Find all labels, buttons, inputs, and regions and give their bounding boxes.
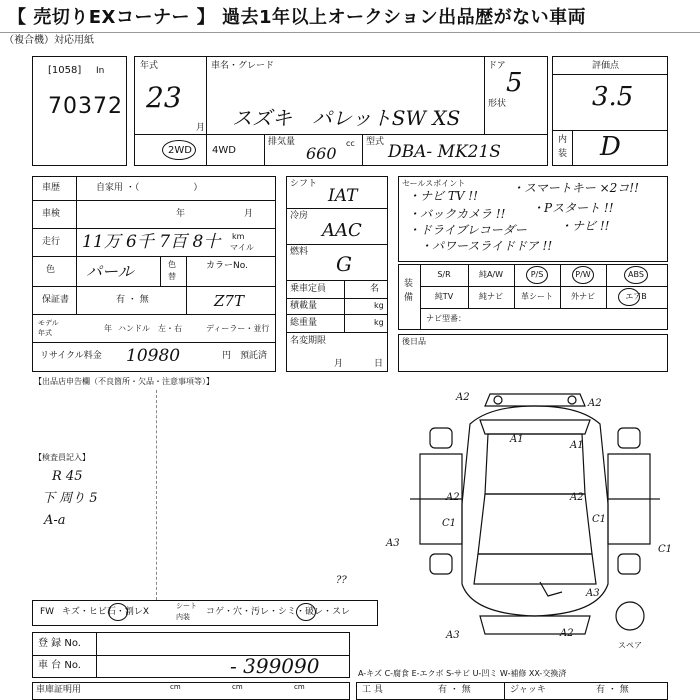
shift-value: IAT bbox=[328, 186, 358, 206]
lot-bracket: [1058] bbox=[48, 65, 82, 76]
chassis-label: 車 台 No. bbox=[38, 660, 81, 671]
aircon-label: 冷房 bbox=[290, 211, 309, 221]
drive-2wd: 2WD bbox=[168, 145, 192, 156]
pw-circle bbox=[572, 266, 594, 284]
equipment-label-1: 装 bbox=[404, 279, 414, 289]
model-label: 型式 bbox=[366, 137, 385, 147]
model-value: DBA- MK21S bbox=[388, 142, 501, 162]
color-change-label-1: 色 bbox=[168, 260, 176, 269]
inspection-month: 月 bbox=[244, 209, 254, 219]
damage-mark: A2 bbox=[446, 492, 460, 503]
certificate-cm-3: cm bbox=[294, 683, 305, 691]
equip-navi: 純ナビ bbox=[479, 292, 503, 301]
recycle-deposit: 預託済 bbox=[240, 351, 268, 361]
lot-number: 70372 bbox=[48, 94, 123, 119]
mileage-value: 11万 6千 7百 8十 bbox=[82, 232, 221, 252]
sales-point-5: ・ドライブレコーダー bbox=[408, 223, 527, 237]
owner-change-day: 日 bbox=[374, 359, 384, 369]
sales-point-7: ・パワースライドドア !! bbox=[420, 239, 553, 253]
model-year-label-1: モデル bbox=[38, 319, 59, 327]
damage-mark: A1 bbox=[510, 434, 524, 445]
later-items-box bbox=[398, 334, 668, 372]
damage-mark: A2 bbox=[570, 492, 584, 503]
form-type-label: （複合機）対応用紙 bbox=[4, 35, 94, 46]
interior-label-2: 装 bbox=[558, 149, 568, 159]
chassis-value: - 399090 bbox=[230, 654, 320, 678]
ps-circle bbox=[526, 266, 548, 284]
damage-mark: A1 bbox=[570, 440, 584, 451]
displacement-label: 排気量 bbox=[268, 137, 296, 147]
equip-pw: P/W bbox=[575, 270, 591, 279]
inspector-label: 【検査員記入】 bbox=[34, 453, 90, 462]
capacity-unit: 名 bbox=[370, 284, 380, 294]
sales-point-4: ・Pスタート !! bbox=[532, 201, 614, 215]
damage-mark: A2 bbox=[560, 628, 574, 639]
registration-label: 登 録 No. bbox=[38, 638, 81, 649]
spare-label: スペア bbox=[618, 641, 642, 650]
damage-mark: C1 bbox=[592, 514, 607, 525]
damage-mark: A3 bbox=[446, 630, 460, 641]
recycle-value: 10980 bbox=[126, 346, 181, 366]
color-change-label-2: 替 bbox=[168, 272, 176, 281]
damage-mark: A2 bbox=[588, 398, 602, 409]
recycle-unit: 円 bbox=[222, 351, 232, 361]
history-label: 車歴 bbox=[42, 183, 61, 193]
certificate-cm-1: cm bbox=[170, 683, 181, 691]
year-value: 23 bbox=[146, 81, 182, 114]
weight-label: 総重量 bbox=[290, 318, 318, 328]
airbag-circle bbox=[618, 288, 640, 306]
sales-point-6: ・ナビ !! bbox=[560, 219, 610, 233]
recycle-label: リサイクル料金 bbox=[40, 351, 102, 361]
fw-note: ?? bbox=[336, 575, 347, 586]
shape-label: 形状 bbox=[488, 99, 507, 109]
equipment-label-2: 備 bbox=[404, 293, 414, 303]
sales-points-label: セールスポイント bbox=[402, 179, 466, 188]
inspection-label: 車検 bbox=[42, 209, 61, 219]
aircon-value: AAC bbox=[322, 220, 362, 241]
mileage-label: 走行 bbox=[42, 237, 61, 247]
warranty-value: 有 ・ 無 bbox=[116, 295, 149, 305]
fuel-value: G bbox=[336, 252, 352, 276]
damage-mark: A2 bbox=[456, 392, 470, 403]
certificate-label: 車庫証明用 bbox=[36, 685, 82, 695]
color-no-label: カラーNo. bbox=[206, 261, 248, 271]
jack-label: ジャッキ bbox=[510, 685, 546, 695]
inspection-year: 年 bbox=[176, 209, 186, 219]
fw-damage-types: キズ・ヒビ石・割レX bbox=[62, 607, 149, 617]
displacement-unit: cc bbox=[346, 139, 355, 148]
fw-label: FW bbox=[40, 607, 55, 617]
history-value: 自家用 ・（ ） bbox=[96, 183, 203, 193]
name-grade-value: スズキ パレットSW XS bbox=[232, 106, 461, 130]
fw-circle bbox=[108, 603, 128, 621]
warranty-label: 保証書 bbox=[42, 295, 70, 305]
tools-value: 有 ・ 無 bbox=[438, 685, 471, 695]
equip-airbag: エアB bbox=[625, 292, 647, 301]
door-label: ドア bbox=[488, 61, 506, 71]
car-damage-diagram bbox=[380, 384, 690, 650]
door-value: 5 bbox=[506, 68, 523, 98]
notes-label: 【出品店申告欄（不良箇所・欠品・注意事項等）】 bbox=[34, 377, 214, 386]
sales-point-3: ・バックカメラ !! bbox=[408, 207, 506, 221]
interior-label-1: 内 bbox=[558, 135, 568, 145]
grade-value: 3.5 bbox=[592, 82, 634, 112]
displacement-value: 660 bbox=[306, 144, 337, 163]
mileage-unit-km: km bbox=[232, 232, 245, 241]
interior-damage-types: コゲ・穴・汚レ・シミ・破レ・スレ bbox=[206, 607, 351, 617]
shift-label: シフト bbox=[290, 179, 318, 189]
weight-unit: kg bbox=[374, 318, 384, 327]
model-year-label-2: 年式 bbox=[38, 329, 52, 337]
damage-mark: A3 bbox=[386, 538, 400, 549]
stain-circle bbox=[296, 603, 316, 621]
lot-suffix: In bbox=[96, 66, 105, 76]
inspector-line-3: A-a bbox=[44, 513, 66, 528]
fw-sheet-label-1: シート bbox=[176, 602, 197, 610]
auction-banner: 【 売切りEXコーナー 】 過去1年以上オークション出品歴がない車両 bbox=[0, 0, 700, 33]
equip-tv: 純TV bbox=[434, 292, 454, 301]
interior-value: D bbox=[600, 132, 621, 162]
mileage-unit-mile: マイル bbox=[230, 243, 254, 252]
sales-point-2: ・スマートキー ×2コ!! bbox=[512, 181, 639, 195]
capacity-label: 乗車定員 bbox=[290, 284, 327, 294]
equip-ps: P/S bbox=[530, 270, 544, 279]
equip-ext-navi: 外ナビ bbox=[571, 292, 595, 301]
jack-value: 有 ・ 無 bbox=[596, 685, 629, 695]
fw-sheet-label-2: 内装 bbox=[176, 613, 190, 621]
damage-legend: A-キズ C-腐食 E-エクボ S-サビ U-凹ミ W-補修 XX-交換済 bbox=[358, 669, 567, 678]
load-label: 積載量 bbox=[290, 301, 318, 311]
handle-option: ハンドル 左・右 bbox=[118, 324, 182, 333]
year-month-label: 月 bbox=[196, 123, 206, 133]
name-grade-label: 車名・グレード bbox=[211, 61, 275, 71]
navi-model-label: ナビ型番： bbox=[426, 314, 466, 323]
grade-label: 評価点 bbox=[592, 61, 620, 71]
abs-circle bbox=[624, 266, 648, 284]
damage-mark: C1 bbox=[442, 518, 457, 529]
inspector-line-2: 下 周り 5 bbox=[42, 491, 98, 506]
tools-label: 工 具 bbox=[362, 685, 383, 695]
equip-abs: ABS bbox=[628, 270, 644, 279]
owner-change-month: 月 bbox=[334, 359, 344, 369]
color-no-value: Z7T bbox=[214, 292, 244, 310]
equip-awheel: 純A/W bbox=[478, 270, 504, 279]
certificate-cm-2: cm bbox=[232, 683, 243, 691]
color-label: 色 bbox=[46, 265, 56, 275]
damage-mark: C1 bbox=[658, 544, 673, 555]
color-value: パール bbox=[86, 262, 134, 281]
inspector-line-1: R 45 bbox=[52, 469, 83, 484]
equip-leather: 革シート bbox=[521, 292, 553, 301]
year-label: 年式 bbox=[140, 61, 159, 71]
damage-mark: A3 bbox=[586, 588, 600, 599]
owner-change-label: 名変期限 bbox=[290, 336, 327, 346]
fuel-label: 燃料 bbox=[290, 247, 309, 257]
model-year-unit: 年 bbox=[104, 324, 112, 333]
sales-point-1: ・ナビ TV !! bbox=[408, 189, 478, 203]
load-unit: kg bbox=[374, 301, 384, 310]
later-items-label: 後日品 bbox=[402, 337, 426, 346]
dealer-option: ディーラー・並行 bbox=[206, 324, 270, 333]
equip-sr: S/R bbox=[437, 270, 451, 279]
drive-4wd: 4WD bbox=[212, 145, 236, 156]
